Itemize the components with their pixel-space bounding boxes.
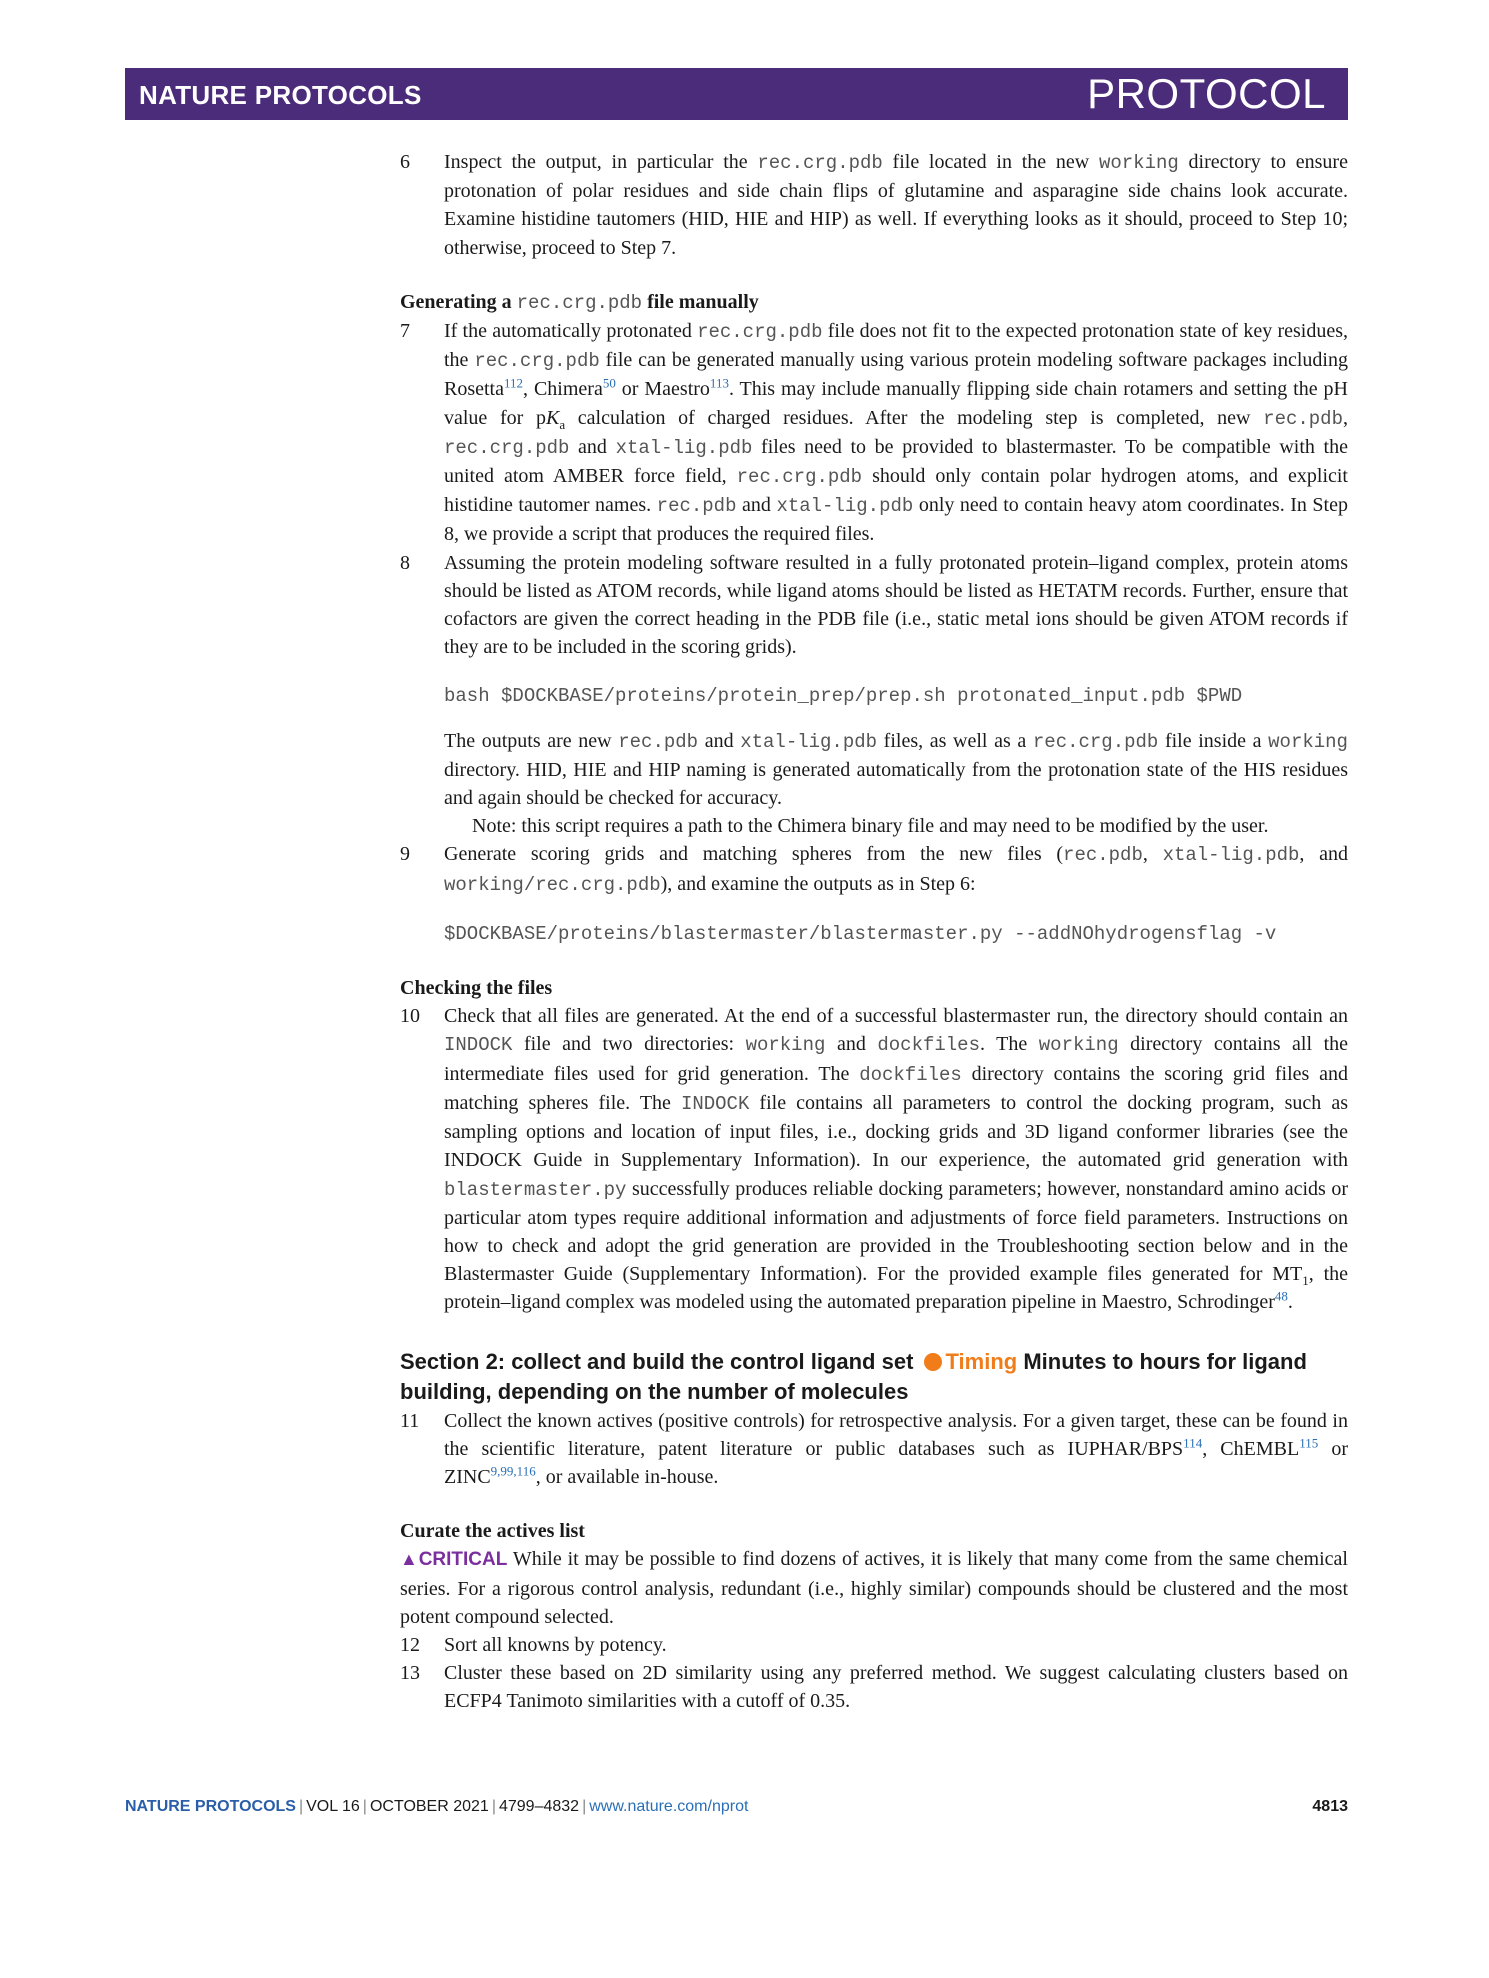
step-11: 11 Collect the known actives (positive controls) for retrospective analysis. For a given target, these can be found in the scientific literature, patent literature or public databases such as IUPHAR/BPS$^{114}$, ChEMBL$^{115}$ or ZINC$^{9,99,116}$, or available in-house. (400, 1407, 1348, 1492)
step-10: 10 Check that all files are generated. At the end of a successful blastermaster run, the directory should contain an INDOCK file and two directories: working and dockfiles. The working directory contains all the intermediate files used for grid generation. The dockfiles directory contains the scoring grid files and matching spheres file. The INDOCK file contains all parameters to control the docking program, such as sampling options and location of input files, i.e., docking grids and 3D ligand conformer libraries (see the INDOCK Guide in Supplementary Information). In our experience, the automated grid generation with blastermaster.py successfully produces reliable docking parameters; however, nonstandard amino acids or particular atom types require additional information and adjustments of force field parameters. Instructions on how to check and adopt the grid generation are provided in the Troubleshooting section below and in the Blastermaster Guide (Supplementary Information). For the provided example files generated for $MT_1$, the protein–ligand complex was modeled using the automated preparation pipeline in Maestro, Schrodinger$^{48}$. (400, 1002, 1348, 1316)
journal-banner (125, 68, 1348, 120)
step-8-note: Note: this script requires a path to the Chimera binary file and may need to be modified by the user. (472, 815, 1269, 838)
footer-url-link[interactable]: www.nature.com/nprot (589, 1798, 749, 1815)
step-number: 7 (400, 320, 410, 343)
article-body (400, 148, 1348, 1716)
step-number: 11 (400, 1409, 420, 1432)
reference-link[interactable]: 115 (1299, 1435, 1319, 1451)
code-command: $DOCKBASE/proteins/blastermaster/blastermaster.py --addNOhydrogensflag -v (444, 922, 1277, 945)
footer-pages: 4799–4832 (498, 1798, 580, 1815)
step-7: 7 If the automatically protonated rec.crg.pdb file does not fit to the expected protonation state of key residues, the rec.crg.pdb file can be generated manually using various protein modeling software packages including Rosetta$^{112}$, Chimera$^{50}$ or Maestro$^{113}$. This may include manually flipping side chain rotamers and setting the pH value for $pK_a$ calculation of charged residues. After the modeling step is completed, new rec.pdb, rec.crg.pdb and xtal-lig.pdb files need to be provided to blastermaster. To be compatible with the united atom AMBER force field, rec.crg.pdb should only contain polar hydrogen atoms, and explicit histidine tautomer names. rec.pdb and xtal-lig.pdb only need to contain heavy atom coordinates. In Step 8, we provide a script that produces the required files. (400, 317, 1348, 549)
step-8-output-text: The outputs are new rec.pdb and xtal-lig.pdb files, as well as a rec.crg.pdb file inside a working directory. HID, HIE and HIP naming is generated automatically from the protonation state of the HIS residues and again should be checked for accuracy. (444, 729, 1348, 810)
timing-label: Timing (945, 1348, 1018, 1374)
step-number: 6 (400, 151, 410, 173)
code-command: bash $DOCKBASE/proteins/protein_prep/prep.sh protonated_input.pdb $PWD (444, 685, 1243, 708)
subheading-curate-actives: Curate the actives list (400, 1520, 585, 1543)
step-number: 13 (400, 1662, 420, 1685)
step-6: 6 Inspect the output, in particular the rec.crg.pdb file located in the new working directory to ensure protonation of polar residues and side chain flips of glutamine and asparagine side chains look accurate. Examine histidine tautomers (HID, HIE and HIP) as well. If everything looks as it should, proceed to Step 10; otherwise, proceed to Step 7. (400, 148, 1348, 262)
warning-triangle-icon: ▲ (400, 1549, 419, 1570)
critical-note: ▲CRITICAL While it may be possible to find dozens of actives, it is likely that many come from the same chemical series. For a rigorous control analysis, redundant (i.e., highly similar) compounds should be clustered and the most potent compound selected. (400, 1548, 1348, 1628)
step-13: 13 Cluster these based on 2D similarity using any preferred method. We suggest calculating clusters based on ECFP4 Tanimoto similarities with a cutoff of 0.35. (400, 1659, 1348, 1715)
reference-link[interactable]: 50 (602, 375, 616, 391)
reference-link[interactable]: 9,99,116 (490, 1463, 536, 1479)
step-number: 10 (400, 1005, 420, 1028)
page-footer: NATURE PROTOCOLS | VOL 16 | OCTOBER 2021 | 4799–4832 | www.nature.com/nprot 4813 (125, 1798, 1348, 1815)
section-2-heading: Section 2: collect and build the control ligand set Timing Minutes to hours for ligand building, depending on the number of molecules (400, 1348, 1307, 1404)
critical-label: CRITICAL (418, 1549, 508, 1571)
step-number: 8 (400, 551, 410, 574)
page-number: 4813 (1312, 1798, 1348, 1815)
journal-name: NATURE PROTOCOLS (139, 80, 422, 110)
step-8: 8 Assuming the protein modeling software resulted in a fully protonated protein–ligand complex, protein atoms should be listed as ATOM records, while ligand atoms should be listed as HETATM records. Further, ensure that cofactors are given the correct heading in the PDB file (i.e., static metal ions should be given ATOM records if they are to be included in the scoring grids). (400, 549, 1348, 662)
subheading-generating-manually: Generating a rec.crg.pdb file manually (400, 290, 759, 314)
step-9: 9 Generate scoring grids and matching spheres from the new files (rec.pdb, xtal-lig.pdb, and working/rec.crg.pdb), and examine the outputs as in Step 6: (400, 840, 1348, 898)
step-number: 12 (400, 1633, 420, 1656)
step-12: 12 Sort all knowns by potency. (400, 1631, 1348, 1659)
footer-journal: NATURE PROTOCOLS (125, 1798, 296, 1815)
reference-link[interactable]: 48 (1274, 1288, 1288, 1304)
article-type: PROTOCOL (1087, 70, 1326, 117)
step-number: 9 (400, 843, 410, 866)
reference-link[interactable]: 114 (1183, 1435, 1203, 1451)
footer-date: OCTOBER 2021 (369, 1798, 489, 1815)
footer-volume: VOL 16 (306, 1798, 360, 1815)
reference-link[interactable]: 113 (709, 375, 729, 391)
timing-dot-icon (924, 1353, 942, 1371)
subheading-checking-files: Checking the files (400, 977, 553, 1000)
reference-link[interactable]: 112 (504, 375, 524, 391)
